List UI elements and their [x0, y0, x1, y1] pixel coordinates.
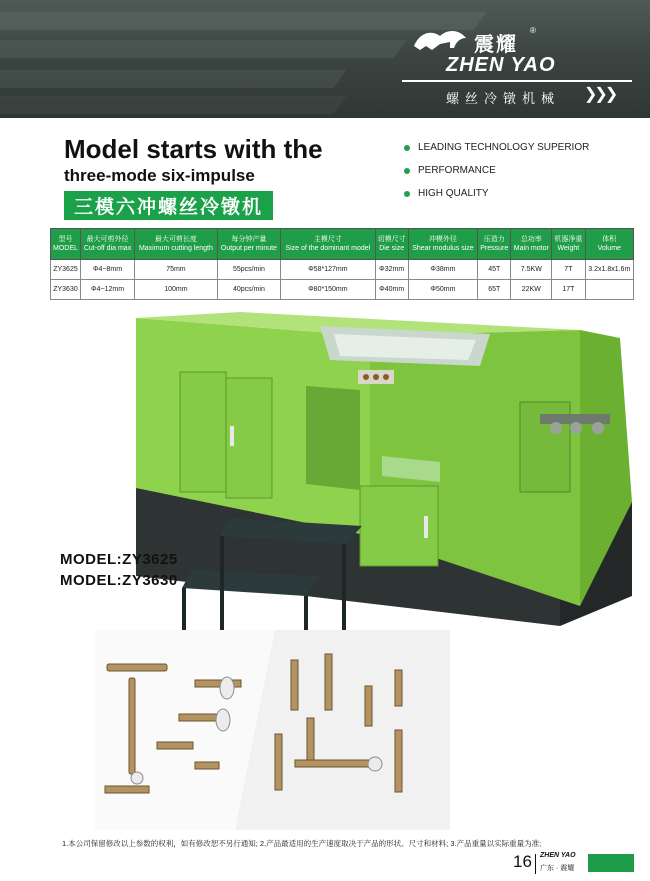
brand-english-name: ZHEN YAO — [446, 54, 556, 76]
column-header: 总功率 Main motor — [511, 229, 552, 260]
feature-list — [404, 136, 589, 205]
column-header: 主模尺寸 Size of the dominant model — [281, 229, 375, 260]
brand-chinese-name: 震耀 — [474, 34, 518, 56]
header-divider — [402, 80, 632, 82]
lion-logo-icon — [410, 24, 470, 54]
column-header: 切模尺寸 Die size — [375, 229, 408, 260]
model-label: MODEL:ZY3625 — [60, 551, 178, 568]
header-banner — [0, 0, 650, 118]
footer-brand: ZHEN YAO — [540, 852, 576, 859]
feature-item: PERFORMANCE — [404, 159, 589, 182]
column-header: 最大可剪长度 Maximum cutting length — [135, 229, 218, 260]
bullet-icon — [404, 191, 410, 197]
page-subtitle: three-mode six-impulse — [64, 166, 255, 185]
chevrons-icon: ❯❯❯ — [584, 86, 616, 103]
roller-icon — [570, 422, 582, 434]
chinese-title-banner: 三模六冲螺丝冷镦机 — [64, 191, 273, 220]
bullet-icon — [404, 168, 410, 174]
footer-subtitle: 广东 · 震耀 — [540, 865, 575, 872]
bullet-icon — [404, 145, 410, 151]
page-number: 16 — [513, 852, 532, 871]
column-header: 冲模外径 Shear modulus size — [408, 229, 477, 260]
footnote: 1.本公司保留修改以上参数的权利，如有修改恕不另行通知; 2.产品最适用的生产速度取决于产品的形状、尺寸和材料; 3.产品重量以实际重量为准; — [62, 839, 542, 848]
column-header: 体积 Volume — [585, 229, 633, 260]
column-header: 压造力 Pressure — [478, 229, 511, 260]
column-header: 最大可剪外径 Cut-off dia max — [80, 229, 134, 260]
footer-color-bar — [588, 854, 634, 872]
column-header: 机器净重 Weight — [552, 229, 585, 260]
table-row: ZY3625 Φ4~8mm 75mm 55pcs/min Φ58*127mm Φ32mm Φ38mm 45T 7.5KW 7T 3.2x1.8x1.6m — [51, 260, 634, 280]
control-knob-icon — [363, 374, 369, 380]
page-title: Model starts with the — [64, 134, 323, 164]
brand-logo — [402, 22, 632, 110]
machine-image — [120, 306, 640, 651]
control-knob-icon — [383, 374, 389, 380]
sample-parts-image — [95, 630, 450, 830]
spec-table — [50, 228, 634, 300]
table-row: ZY3630 Φ4~12mm 100mm 40pcs/min Φ80*150mm Φ40mm Φ50mm 65T 22KW 17T — [51, 280, 634, 300]
feature-item: LEADING TECHNOLOGY SUPERIOR — [404, 136, 589, 159]
brand-subtitle: 螺丝冷镦机械 — [446, 91, 561, 106]
roller-icon — [592, 422, 604, 434]
column-header: 型号 MODEL — [51, 229, 81, 260]
control-knob-icon — [373, 374, 379, 380]
roller-icon — [550, 422, 562, 434]
footer-divider — [535, 854, 536, 874]
column-header: 每分钟产量 Output per minute — [217, 229, 280, 260]
table-header-row — [51, 229, 634, 260]
feature-item: HIGH QUALITY — [404, 182, 589, 205]
model-label: MODEL:ZY3630 — [60, 572, 178, 589]
registered-mark: ® — [530, 26, 536, 35]
